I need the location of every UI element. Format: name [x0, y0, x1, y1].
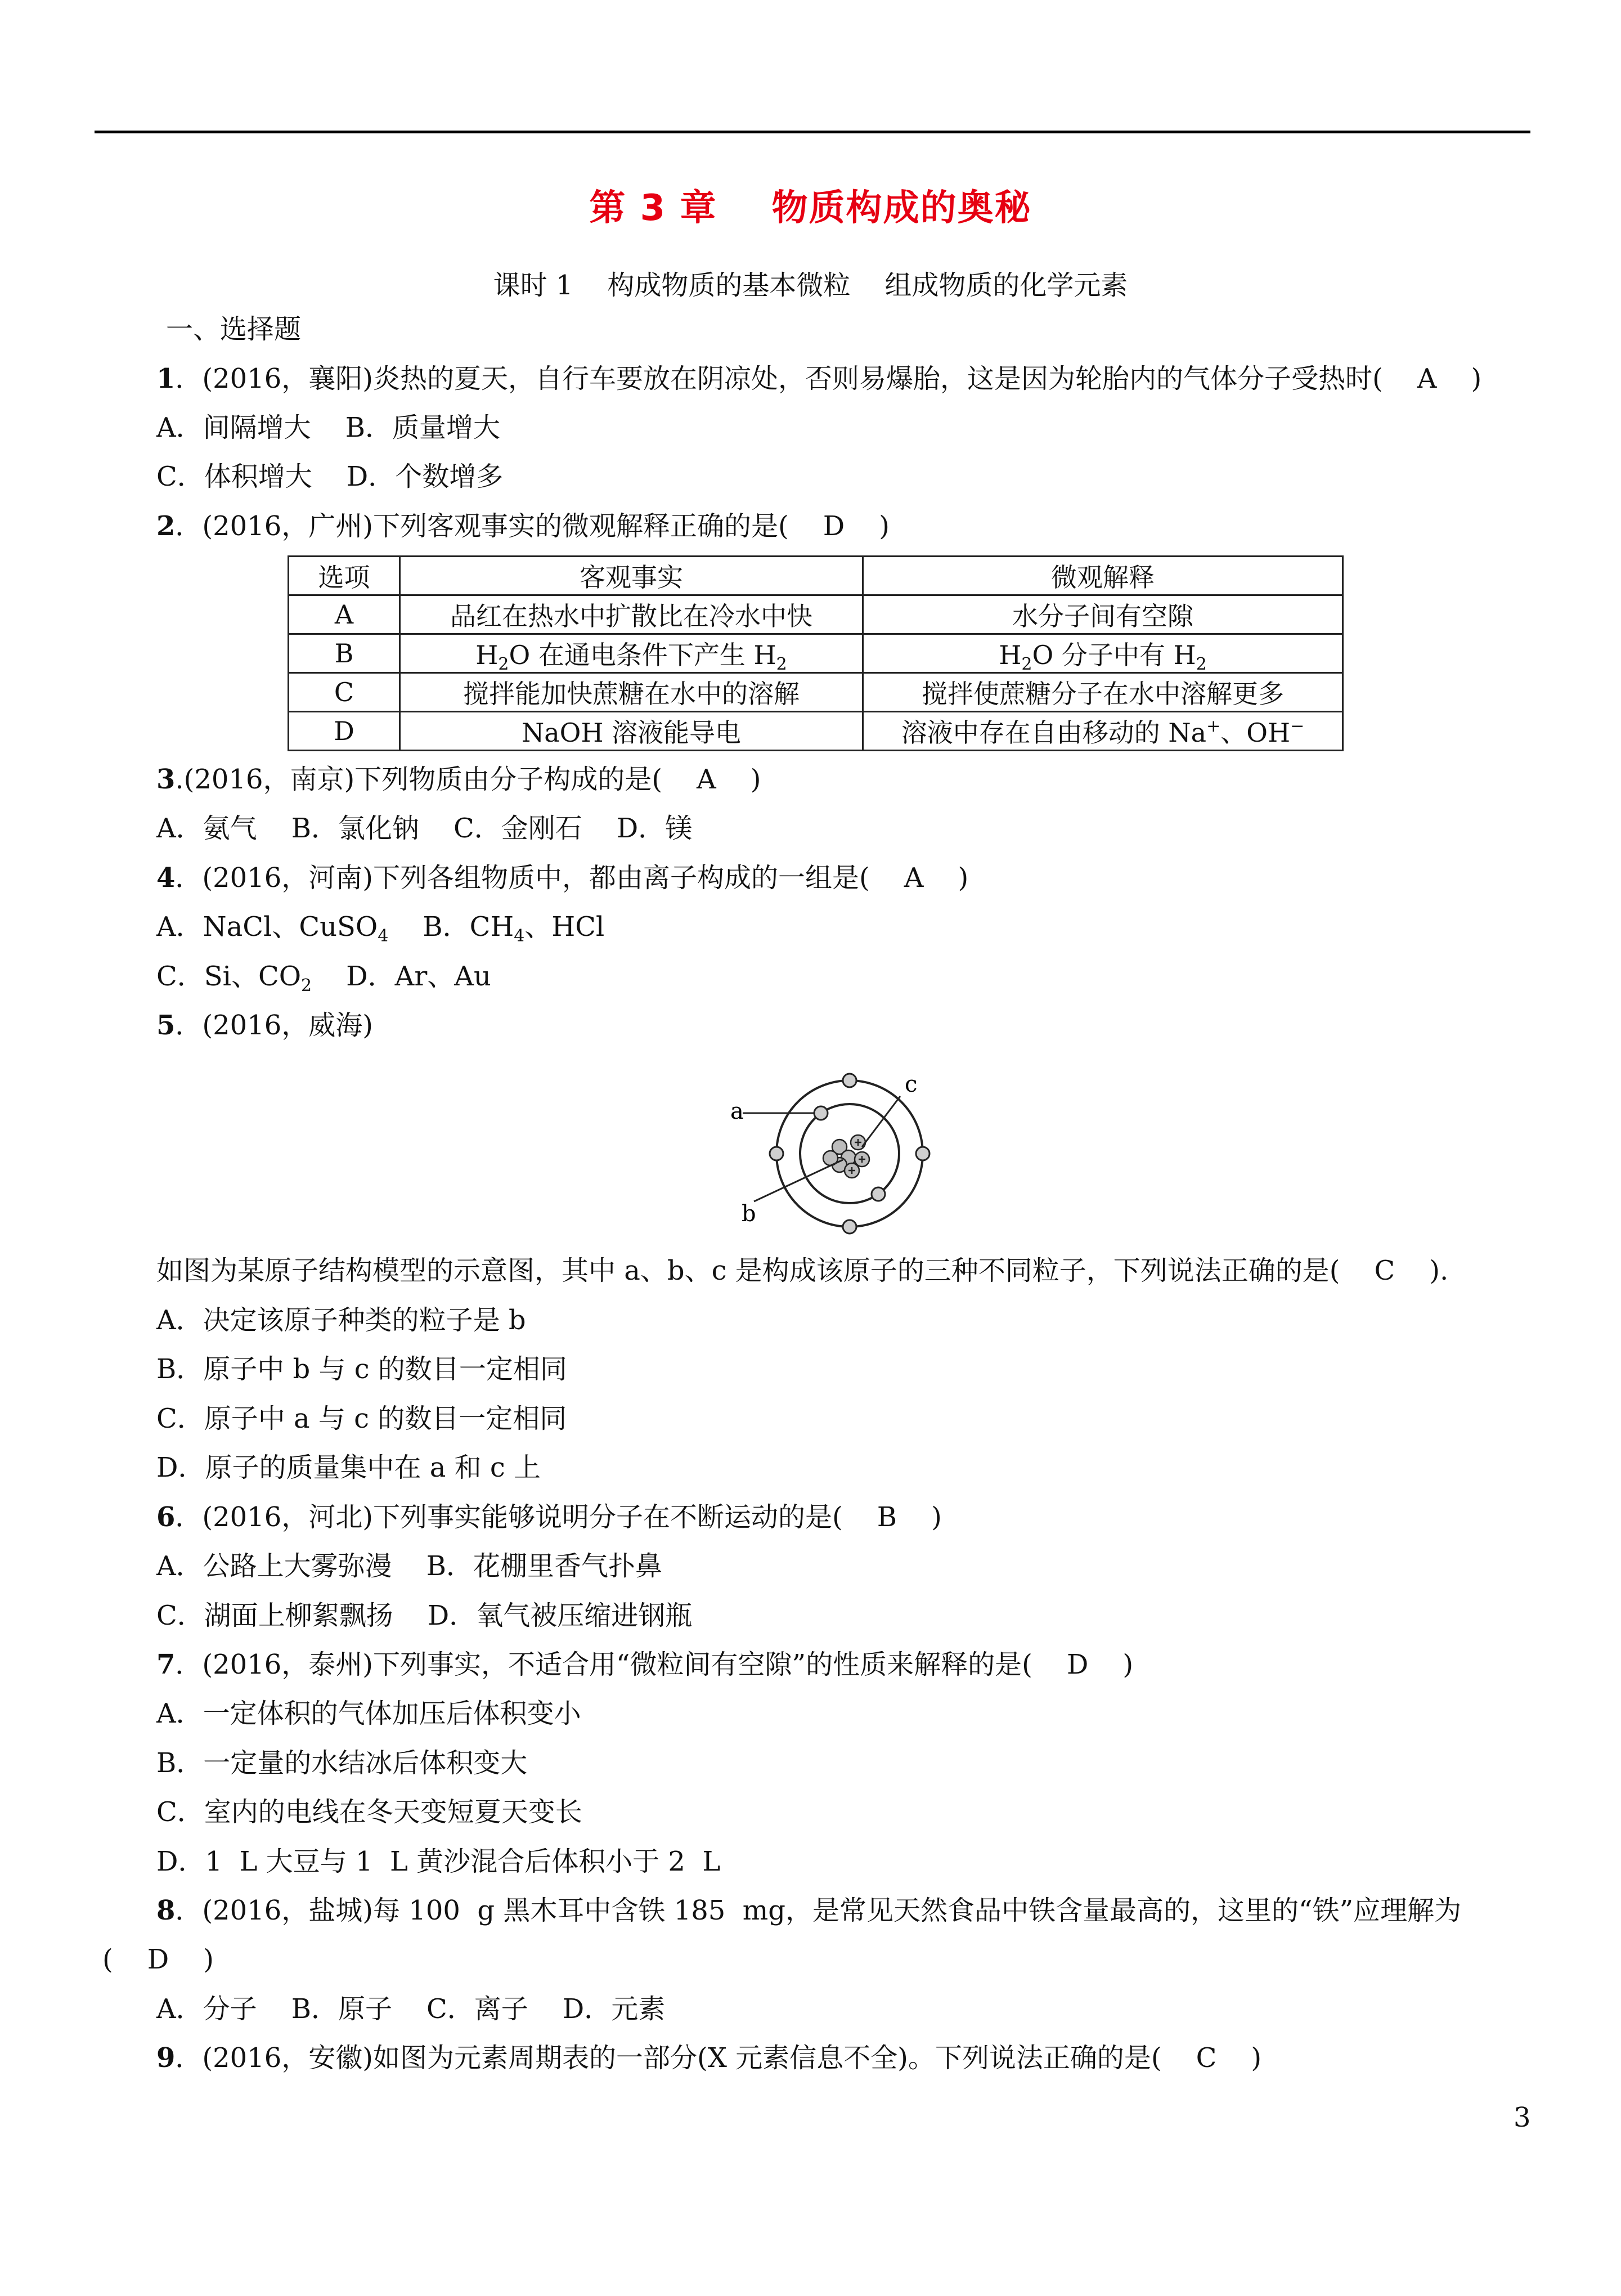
- table-row: [289, 634, 1343, 673]
- q6-options-row-1: A．公路上大雾弥漫 B．花棚里香气扑鼻: [156, 1550, 662, 1582]
- question-5: [156, 1008, 373, 1042]
- table-cell-explanation: $H_2O$ 分子中有 $H_2$: [863, 634, 1343, 673]
- question-number: 6: [156, 1501, 176, 1533]
- question-stem: ．(2016，襄阳)炎热的夏天，自行车要放在阴凉处，否则易爆胎，这是因为轮胎内的气体分子受热时( A ): [175, 363, 1482, 394]
- q5-option-d: D．原子的质量集中在 a 和 c 上: [156, 1452, 541, 1483]
- q8-options: A．分子 B．原子 C．离子 D．元素: [156, 1993, 666, 2025]
- table-cell-fact: NaOH 溶液能导电: [400, 712, 863, 751]
- top-rule: [95, 131, 1530, 133]
- table-header: 微观解释: [863, 557, 1343, 595]
- q8-answer-line: ( D ): [102, 1944, 214, 1975]
- q4-options-row-2: C．Si、$CO_2$ D．Ar、Au: [156, 961, 491, 995]
- question-3: [156, 763, 761, 796]
- table-row: [289, 595, 1343, 634]
- table-cell-explanation: 溶液中存在自由移动的 Na+、OH−: [863, 712, 1343, 751]
- table-cell-fact: 搅拌能加快蔗糖在水中的溶解: [400, 673, 863, 712]
- question-number: 5: [156, 1010, 176, 1041]
- label-b: b: [742, 1201, 756, 1227]
- question-stem: ．(2016，安徽)如图为元素周期表的一部分(X 元素信息不全)。下列说法正确的是( C ): [175, 2042, 1262, 2074]
- table-cell-explanation: 水分子间有空隙: [863, 595, 1343, 634]
- question-number: 2: [156, 510, 176, 542]
- page-number: 3: [1514, 2102, 1531, 2133]
- table-header: 选项: [289, 557, 400, 595]
- question-number: 9: [156, 2042, 176, 2074]
- q1-options-row-2: C．体积增大 D．个数增多: [156, 461, 504, 492]
- table-cell-option: B: [289, 634, 400, 673]
- question-stem: ．(2016，河北)下列事实能够说明分子在不断运动的是( B ): [175, 1501, 942, 1533]
- question-number: 4: [156, 862, 176, 894]
- table-header-row: [289, 557, 1343, 595]
- question-stem: ．(2016，盐城)每 100 g 黑木耳中含铁 185 mg，是常见天然食品中铁含量最高的，这里的“铁”应理解为: [175, 1895, 1462, 1926]
- question-8: [156, 1894, 1461, 1927]
- table-cell-explanation: 搅拌使蔗糖分子在水中溶解更多: [863, 673, 1343, 712]
- question-number: 3: [156, 764, 176, 795]
- question-stem: ．(2016，河南)下列各组物质中，都由离子构成的一组是( A ): [175, 862, 969, 894]
- question-7: [156, 1648, 1133, 1681]
- q7-option-a: A．一定体积的气体加压后体积变小: [156, 1698, 581, 1729]
- q5-option-a: A．决定该原子种类的粒子是 b: [156, 1304, 526, 1336]
- question-stem: ．(2016，广州)下列客观事实的微观解释正确的是( D ): [175, 510, 890, 542]
- q3-options: A．氨气 B．氯化钠 C．金刚石 D．镁: [156, 813, 693, 844]
- table-cell-option: C: [289, 673, 400, 712]
- q7-option-c: C．室内的电线在冬天变短夏天变长: [156, 1796, 582, 1828]
- q5-body: 如图为某原子结构模型的示意图，其中 a、b、c 是构成该原子的三种不同粒子，下列说法正确的是( C ).: [156, 1255, 1449, 1286]
- chapter-title: 第 3 章 物质构成的奥秘: [589, 187, 1032, 229]
- question-6: [156, 1500, 942, 1534]
- label-c: c: [905, 1071, 918, 1097]
- question-9: [156, 2041, 1261, 2075]
- q7-option-b: B．一定量的水结冰后体积变大: [156, 1747, 528, 1779]
- table-cell-fact: $H_2O$ 在通电条件下产生 $H_2$: [400, 634, 863, 673]
- q5-option-b: B．原子中 b 与 c 的数目一定相同: [156, 1353, 567, 1385]
- question-number: 1: [156, 363, 176, 394]
- q1-options-row-1: A．间隔增大 B．质量增大: [156, 412, 500, 443]
- question-stem: ．(2016，威海): [175, 1010, 374, 1041]
- question-number: 8: [156, 1895, 176, 1926]
- lesson-title: 课时 1 构成物质的基本微粒 组成物质的化学元素: [493, 270, 1128, 301]
- question-2: [156, 509, 890, 543]
- q6-options-row-2: C．湖面上柳絮飘扬 D．氧气被压缩进钢瓶: [156, 1600, 693, 1631]
- q7-option-d: D．1 L 大豆与 1 L 黄沙混合后体积小于 2 L: [156, 1846, 721, 1877]
- table-header: 客观事实: [400, 557, 863, 595]
- table-row: [289, 673, 1343, 712]
- label-a: a: [730, 1098, 744, 1124]
- question-number: 7: [156, 1649, 176, 1680]
- q5-option-c: C．原子中 a 与 c 的数目一定相同: [156, 1403, 567, 1434]
- section-heading: 一、选择题: [166, 313, 302, 345]
- table-cell-option: A: [289, 595, 400, 634]
- question-4: [156, 861, 968, 895]
- table-cell-fact: 品红在热水中扩散比在冷水中快: [400, 595, 863, 634]
- table-cell-option: D: [289, 712, 400, 751]
- question-stem: .(2016，南京)下列物质由分子构成的是( A ): [175, 764, 761, 795]
- table-row: [289, 712, 1343, 751]
- question-1: [156, 362, 1481, 396]
- question-stem: ．(2016，泰州)下列事实，不适合用“微粒间有空隙”的性质来解释的是( D ): [175, 1649, 1134, 1680]
- fact-explanation-table: [288, 555, 1344, 751]
- atom-structure-diagram: [715, 1058, 951, 1249]
- q4-options-row-1: A．NaCl、CuSO$_4$ B．$CH_4$、HCl: [156, 911, 605, 946]
